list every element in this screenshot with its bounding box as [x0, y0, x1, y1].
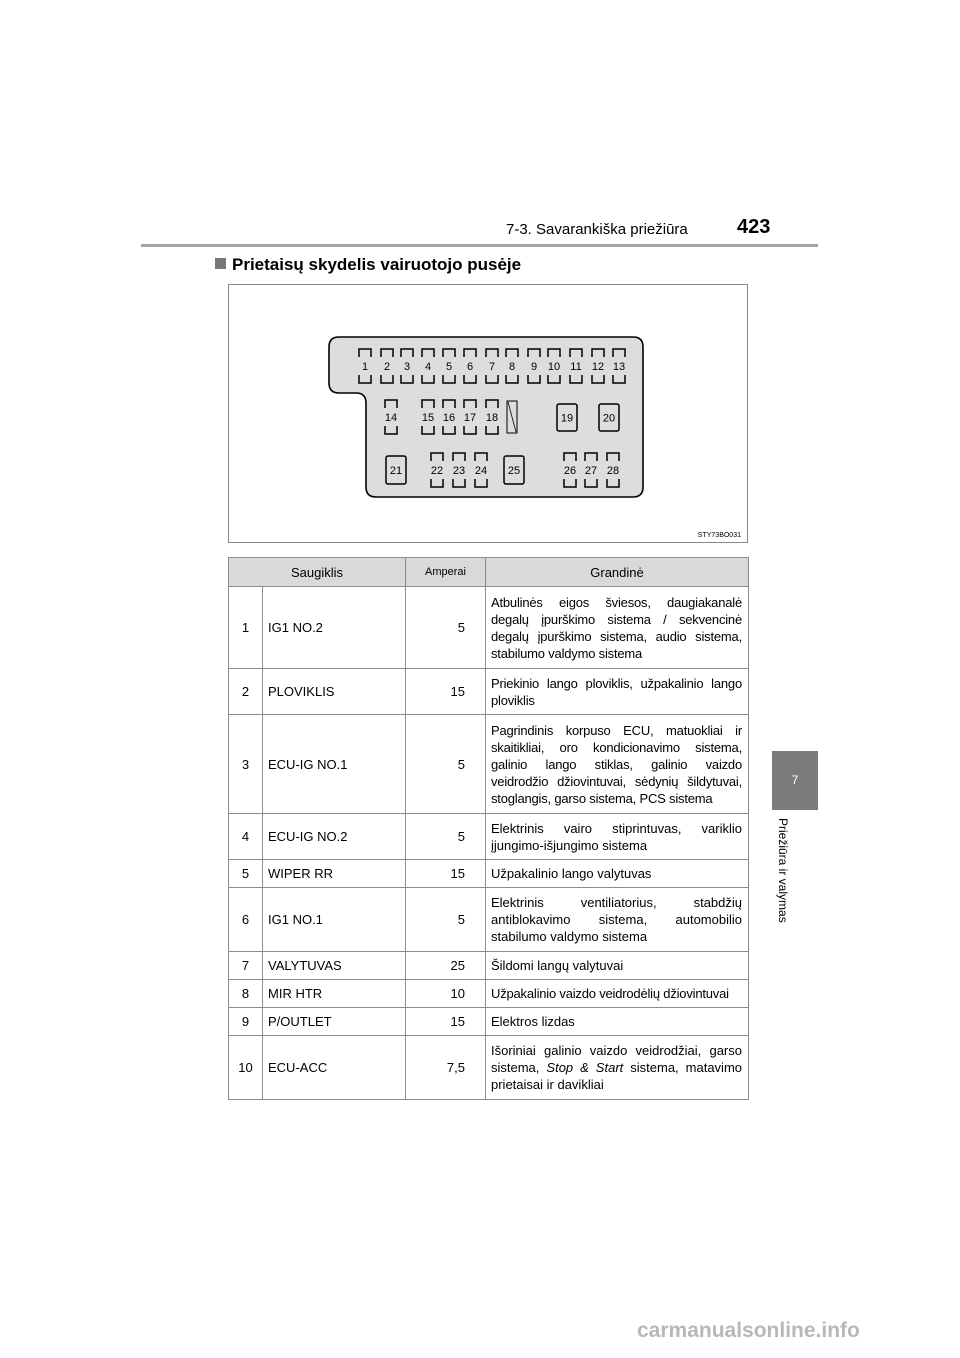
table-row	[229, 952, 749, 980]
fuse-number-label: 11	[570, 361, 582, 373]
fuse-amperes: 15	[406, 1008, 486, 1036]
fuse-name: ECU-IG NO.1	[263, 715, 406, 814]
fuse-name: IG1 NO.2	[263, 587, 406, 669]
fuse-amperes: 15	[406, 669, 486, 715]
fuse-name: VALYTUVAS	[263, 952, 406, 980]
fuse-number-label: 20	[602, 412, 616, 425]
page-number: 423	[737, 216, 771, 238]
table-row	[229, 980, 749, 1008]
fuse-number-label: 26	[563, 465, 577, 477]
table-header-row	[229, 558, 749, 587]
fuse-number: 2	[229, 669, 263, 715]
fuse-number-label: 10	[547, 361, 561, 373]
fuse-number-label: 19	[560, 412, 574, 425]
fuse-circuit: Atbulinės eigos šviesos, daugiakanalė degalų įpurškimo sistema / sekvencinė degalų įpurškimo sistema, audio sistema, stabilumo valdymo sistema	[486, 587, 749, 669]
fuse-name: P/OUTLET	[263, 1008, 406, 1036]
fuse-name: ECU-ACC	[263, 1036, 406, 1100]
chapter-side-label	[776, 818, 804, 950]
fuse-amperes: 15	[406, 860, 486, 888]
fuse-amperes: 25	[406, 952, 486, 980]
fuse-number-label: 16	[442, 412, 456, 424]
fuse-name: IG1 NO.1	[263, 888, 406, 952]
col-header-fuse: Saugiklis	[229, 558, 406, 587]
fuse-amperes: 5	[406, 888, 486, 952]
fuse-number: 7	[229, 952, 263, 980]
fuse-number-label: 9	[530, 361, 538, 373]
fuse-box-svg	[229, 285, 749, 544]
fuse-amperes: 5	[406, 715, 486, 814]
fuse-circuit	[486, 1036, 749, 1100]
table-row	[229, 587, 749, 669]
square-bullet-icon	[215, 258, 226, 269]
fuse-number-label: 18	[485, 412, 499, 424]
fuse-box-diagram	[228, 284, 748, 543]
circuit-text: sistema, matavimo prietaisai ir davikliai	[491, 1060, 743, 1092]
header-rule	[141, 244, 818, 247]
fuse-number-label: 1	[361, 361, 369, 373]
fuse-number-label: 2	[383, 361, 391, 373]
fuse-name: ECU-IG NO.2	[263, 814, 406, 860]
fuse-name: WIPER RR	[263, 860, 406, 888]
fuse-number-label: 13	[612, 361, 626, 373]
fuse-number-label: 15	[421, 412, 435, 424]
fuse-number-label: 25	[507, 465, 521, 477]
table-row	[229, 669, 749, 715]
fuse-number-label: 8	[508, 361, 516, 373]
chapter-title: Priežiūra ir valymas	[776, 818, 790, 923]
fuse-number-label: 28	[606, 465, 620, 477]
table-row	[229, 715, 749, 814]
col-header-amperes: Amperai	[406, 558, 486, 587]
fuse-name: PLOVIKLIS	[263, 669, 406, 715]
table-row	[229, 860, 749, 888]
fuse-number: 1	[229, 587, 263, 669]
heading-text: Prietaisų skydelis vairuotojo pusėje	[232, 255, 522, 274]
fuse-circuit: Užpakalinio vaizdo veidrodėlių džiovintuvai	[486, 980, 749, 1008]
fuse-number: 5	[229, 860, 263, 888]
fuse-number-label: 3	[403, 361, 411, 373]
fuse-circuit: Elektros lizdas	[486, 1008, 749, 1036]
fuse-number-label: 4	[424, 361, 432, 373]
fuse-amperes: 5	[406, 587, 486, 669]
fuse-name: MIR HTR	[263, 980, 406, 1008]
fuse-circuit: Užpakalinio lango valytuvas	[486, 860, 749, 888]
section-heading	[215, 255, 521, 275]
table-row	[229, 814, 749, 860]
diagram-code: STY73BO031	[697, 532, 741, 539]
chapter-number: 7	[791, 773, 799, 787]
fuse-number-label: 22	[430, 465, 444, 477]
fuse-amperes: 10	[406, 980, 486, 1008]
table-row	[229, 1008, 749, 1036]
fuse-circuit: Šildomi langų valytuvai	[486, 952, 749, 980]
fuse-number: 10	[229, 1036, 263, 1100]
fuse-number: 9	[229, 1008, 263, 1036]
fuse-number: 6	[229, 888, 263, 952]
fuse-amperes: 7,5	[406, 1036, 486, 1100]
fuse-number-label: 6	[466, 361, 474, 373]
section-title: 7-3. Savarankiška priežiūra	[506, 221, 688, 238]
fuse-number-label: 21	[389, 465, 403, 477]
fuse-circuit: Priekinio lango ploviklis, užpakalinio lango ploviklis	[486, 669, 749, 715]
chapter-tab	[772, 751, 818, 810]
fuse-number: 4	[229, 814, 263, 860]
fuse-circuit: Elektrinis vairo stiprintuvas, variklio įjungimo-išjungimo sistema	[486, 814, 749, 860]
fuse-number: 3	[229, 715, 263, 814]
watermark: carmanualsonline.info	[637, 1319, 860, 1342]
table-row	[229, 888, 749, 952]
fuse-number-label: 23	[452, 465, 466, 477]
fuse-number: 8	[229, 980, 263, 1008]
fuse-table	[228, 557, 749, 1100]
fuse-amperes: 5	[406, 814, 486, 860]
circuit-text: Išoriniai galinio vaizdo veidrodžiai, garso sistema,	[491, 1043, 742, 1075]
fuse-circuit: Pagrindinis korpuso ECU, matuokliai ir skaitikliai, oro kondicionavimo sistema, galinio lango stiklas, galinio vaizdo veidrodžio džiovintuvai, sėdynių šildytuvai, stoglangis, garso sistema, PCS sistema	[486, 715, 749, 814]
fuse-number-label: 7	[488, 361, 496, 373]
fuse-number-label: 17	[463, 412, 477, 424]
table-row	[229, 1036, 749, 1100]
fuse-number-label: 27	[584, 465, 598, 477]
fuse-circuit: Elektrinis ventiliatorius, stabdžių antiblokavimo sistema, automobilio stabilumo valdymo sistema	[486, 888, 749, 952]
fuse-number-label: 14	[384, 412, 398, 424]
fuse-number-label: 24	[474, 465, 488, 477]
fuse-number-label: 12	[591, 361, 605, 373]
col-header-circuit: Grandinė	[486, 558, 749, 587]
circuit-text-emphasis: Stop & Start	[546, 1060, 624, 1075]
fuse-number-label: 5	[445, 361, 453, 373]
